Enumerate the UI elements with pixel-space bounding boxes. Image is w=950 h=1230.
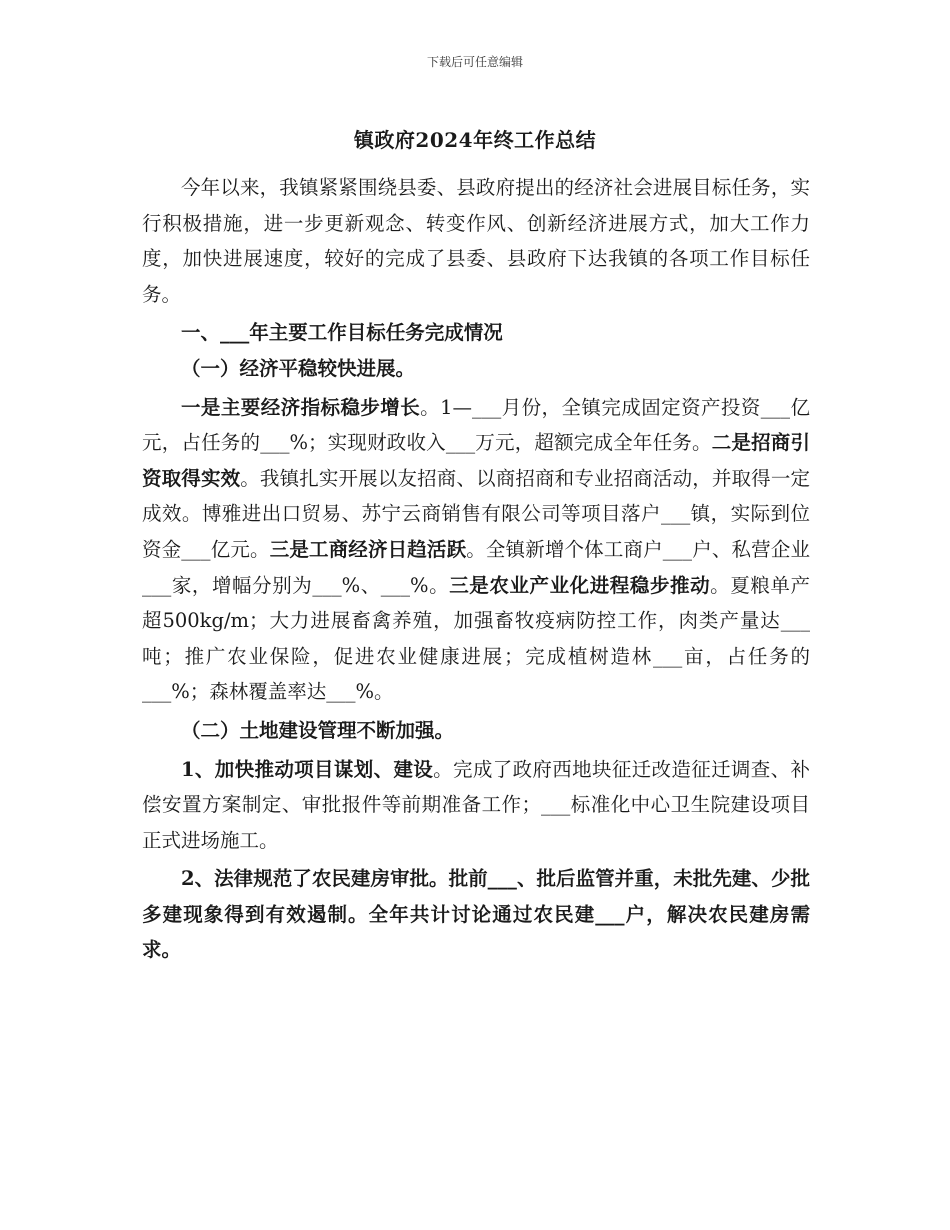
- section-heading-1: 一、___年主要工作目标任务完成情况: [181, 321, 503, 345]
- intro-paragraph: 今年以来，我镇紧紧围绕县委、县政府提出的经济社会进展目标任务，实行积极措施，进一步更新观念、转变作风、创新经济进展方式，加大工作力度，加快进展速度，较好的完成了县委、县政府下达我镇的各项工作目标任务。: [142, 176, 810, 306]
- land-paragraph-1: [142, 752, 810, 859]
- point-agriculture-text: 。夏粮单产超500kg/m；大力进展畜禽养殖，加强畜牧疫病防控工作，肉类产量达___吨；推广农业保险，促进农业健康进展；完成植树造林___亩，占任务的___%；森林覆盖率达___%。: [142, 573, 810, 704]
- header-note: 下载后可任意编辑: [426, 55, 523, 69]
- point-investment: 二是招商引资取得实效: [142, 431, 810, 490]
- point-agriculture: 三是农业产业化进程稳步推动: [449, 573, 711, 597]
- point-investment-text: 。我镇扎实开展以友招商、以商招商和专业招商活动，并取得一定成效。博雅进出口贸易、苏宁云商销售有限公司等项目落户___镇，实际到位资金___亿元。: [142, 466, 810, 561]
- point-indicators-text: 。1—___月份，全镇完成固定资产投资___亿元，占任务的___%；实现财政收入___万元，超额完成全年任务。: [142, 395, 810, 455]
- point-commerce: 三是工商经济日趋活跃: [269, 537, 467, 561]
- point-commerce-text: 。全镇新增个体工商户___户、私营企业___家，增幅分别为___%、___%。: [142, 537, 810, 597]
- document-body: [142, 170, 810, 968]
- point-indicators-growth: 一是主要经济指标稳步增长: [181, 395, 421, 419]
- economy-paragraph: [142, 390, 810, 710]
- point-project-planning-text: 。完成了政府西地块征迁改造征迁调查、补偿安置方案制定、审批报件等前期准备工作；___标准化中心卫生院建设项目正式进场施工。: [142, 757, 810, 852]
- subsection-heading-economy: （一）经济平稳较快进展。: [181, 356, 416, 380]
- point-project-planning: 1、加快推动项目谋划、建设: [181, 757, 434, 781]
- subsection-heading-land: （二）土地建设管理不断加强。: [181, 718, 455, 742]
- document-title: 镇政府2024年终工作总结: [353, 128, 597, 152]
- land-paragraph-2: 2、法律规范了农民建房审批。批前___、批后监管并重，未批先建、少批多建现象得到有效遏制。全年共计讨论通过农民建___户，解决农民建房需求。: [142, 867, 810, 962]
